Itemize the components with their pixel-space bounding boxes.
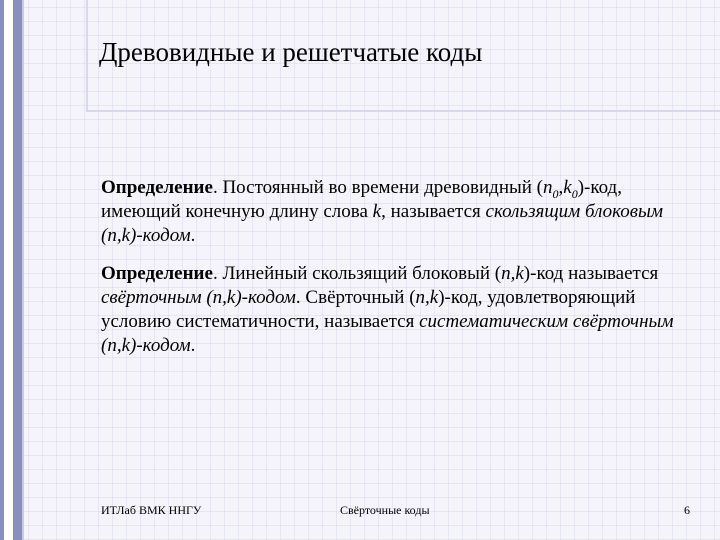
text-segment: . Свёрточный ( (295, 287, 416, 308)
var-k: k (563, 177, 572, 198)
defined-term-italic: свёрточным (n,k)-кодом (101, 287, 296, 308)
defined-term-italic: скользящим блоковым (n,k)-кодом (101, 201, 664, 246)
var-k: k (372, 201, 382, 222)
definition-paragraph-1 (101, 176, 681, 248)
text-segment: . Линейный скользящий блоковый ( (212, 263, 502, 284)
var-nk: n,k (501, 263, 524, 284)
subscript-zero: 0 (552, 186, 559, 201)
text-segment: . (190, 225, 196, 246)
text-segment: )-код, имеющий конечную длину слова (101, 177, 622, 222)
footer-organization: ИТЛаб ВМК ННГУ (101, 503, 202, 517)
decorative-square-pattern (4, 0, 13, 540)
title-frame-horizontal (86, 110, 720, 112)
definition-paragraph-2 (101, 262, 681, 358)
slide-number: 6 (684, 503, 690, 517)
title-frame-vertical (86, 0, 88, 112)
text-segment: , (558, 177, 564, 198)
var-n: n (543, 177, 553, 198)
text-segment: . (190, 335, 196, 356)
definition-term: Определение (101, 177, 213, 198)
slide-title: Древовидные и решетчатые коды (99, 37, 483, 67)
footer-topic: Свёрточные коды (340, 503, 430, 517)
var-nk: n,k (415, 287, 439, 308)
text-segment: )-код называется (523, 263, 659, 284)
definition-term: Определение (101, 263, 213, 284)
strip-divider (22, 0, 24, 540)
slide-body (101, 176, 681, 372)
subscript-zero: 0 (571, 186, 578, 201)
defined-term-italic: систематическим свёрточным (n,k)-кодом (101, 311, 674, 356)
text-segment: )-код, удовлетворяющий условию систематичности, называется (101, 287, 636, 332)
text-segment: . Постоянный во времени древовидный ( (212, 177, 543, 198)
text-segment: , называется (381, 201, 486, 222)
